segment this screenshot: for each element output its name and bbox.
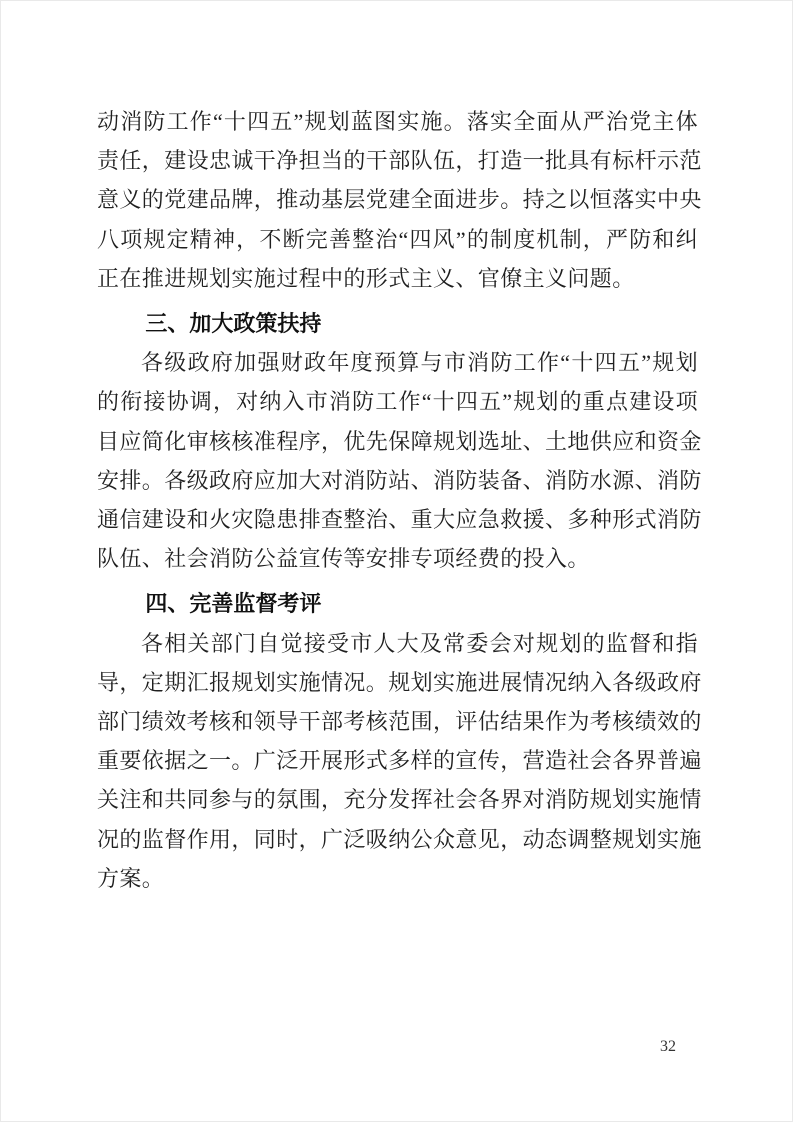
text-line: 通信建设和火灾隐患排查整治、重大应急救援、多种形式消防 (97, 507, 702, 533)
text-line: 目应简化审核核准程序，优先保障规划选址、土地供应和资金 (97, 428, 702, 454)
text-line: 各相关部门自觉接受市人大及常委会对规划的监督和指 (141, 630, 698, 656)
text-line: 况的监督作用，同时，广泛吸纳公众意见，动态调整规划实施 (97, 826, 702, 852)
text-line: 八项规定精神，不断完善整治“四风”的制度机制，严防和纠 (97, 226, 698, 252)
text-line: 责任，建设忠诚干净担当的干部队伍，打造一批具有标杆示范 (97, 148, 702, 174)
text-line: 关注和共同参与的氛围，充分发挥社会各界对消防规划实施情 (97, 787, 702, 813)
paragraph (97, 624, 702, 898)
document-body (97, 102, 702, 898)
text-line: 导，定期汇报规划实施情况。规划实施进展情况纳入各级政府 (97, 669, 702, 695)
text-line: 正在推进规划实施过程中的形式主义、官僚主义问题。 (97, 265, 635, 291)
paragraph (97, 102, 702, 298)
text-line: 动消防工作“十四五”规划蓝图实施。落实全面从严治党主体 (97, 109, 698, 134)
section-heading: 四、完善监督考评 (145, 591, 322, 617)
page-number: 32 (660, 1038, 676, 1055)
text-line: 重要依据之一。广泛开展形式多样的宣传，营造社会各界普遍 (97, 748, 702, 774)
section-heading: 三、加大政策扶持 (145, 311, 322, 337)
text-line: 各级政府加强财政年度预算与市消防工作“十四五”规划 (141, 350, 698, 376)
text-line: 部门绩效考核和领导干部考核范围，评估结果作为考核绩效的 (97, 709, 702, 735)
text-line: 队伍、社会消防公益宣传等安排专项经费的投入。 (97, 546, 590, 572)
paragraph (97, 343, 702, 578)
text-line: 方案。 (97, 865, 165, 891)
text-line: 意义的党建品牌，推动基层党建全面进步。持之以恒落实中央 (97, 187, 702, 213)
text-line: 安排。各级政府应加大对消防站、消防装备、消防水源、消防 (97, 467, 702, 493)
text-line: 的衔接协调，对纳入市消防工作“十四五”规划的重点建设项 (97, 389, 698, 415)
